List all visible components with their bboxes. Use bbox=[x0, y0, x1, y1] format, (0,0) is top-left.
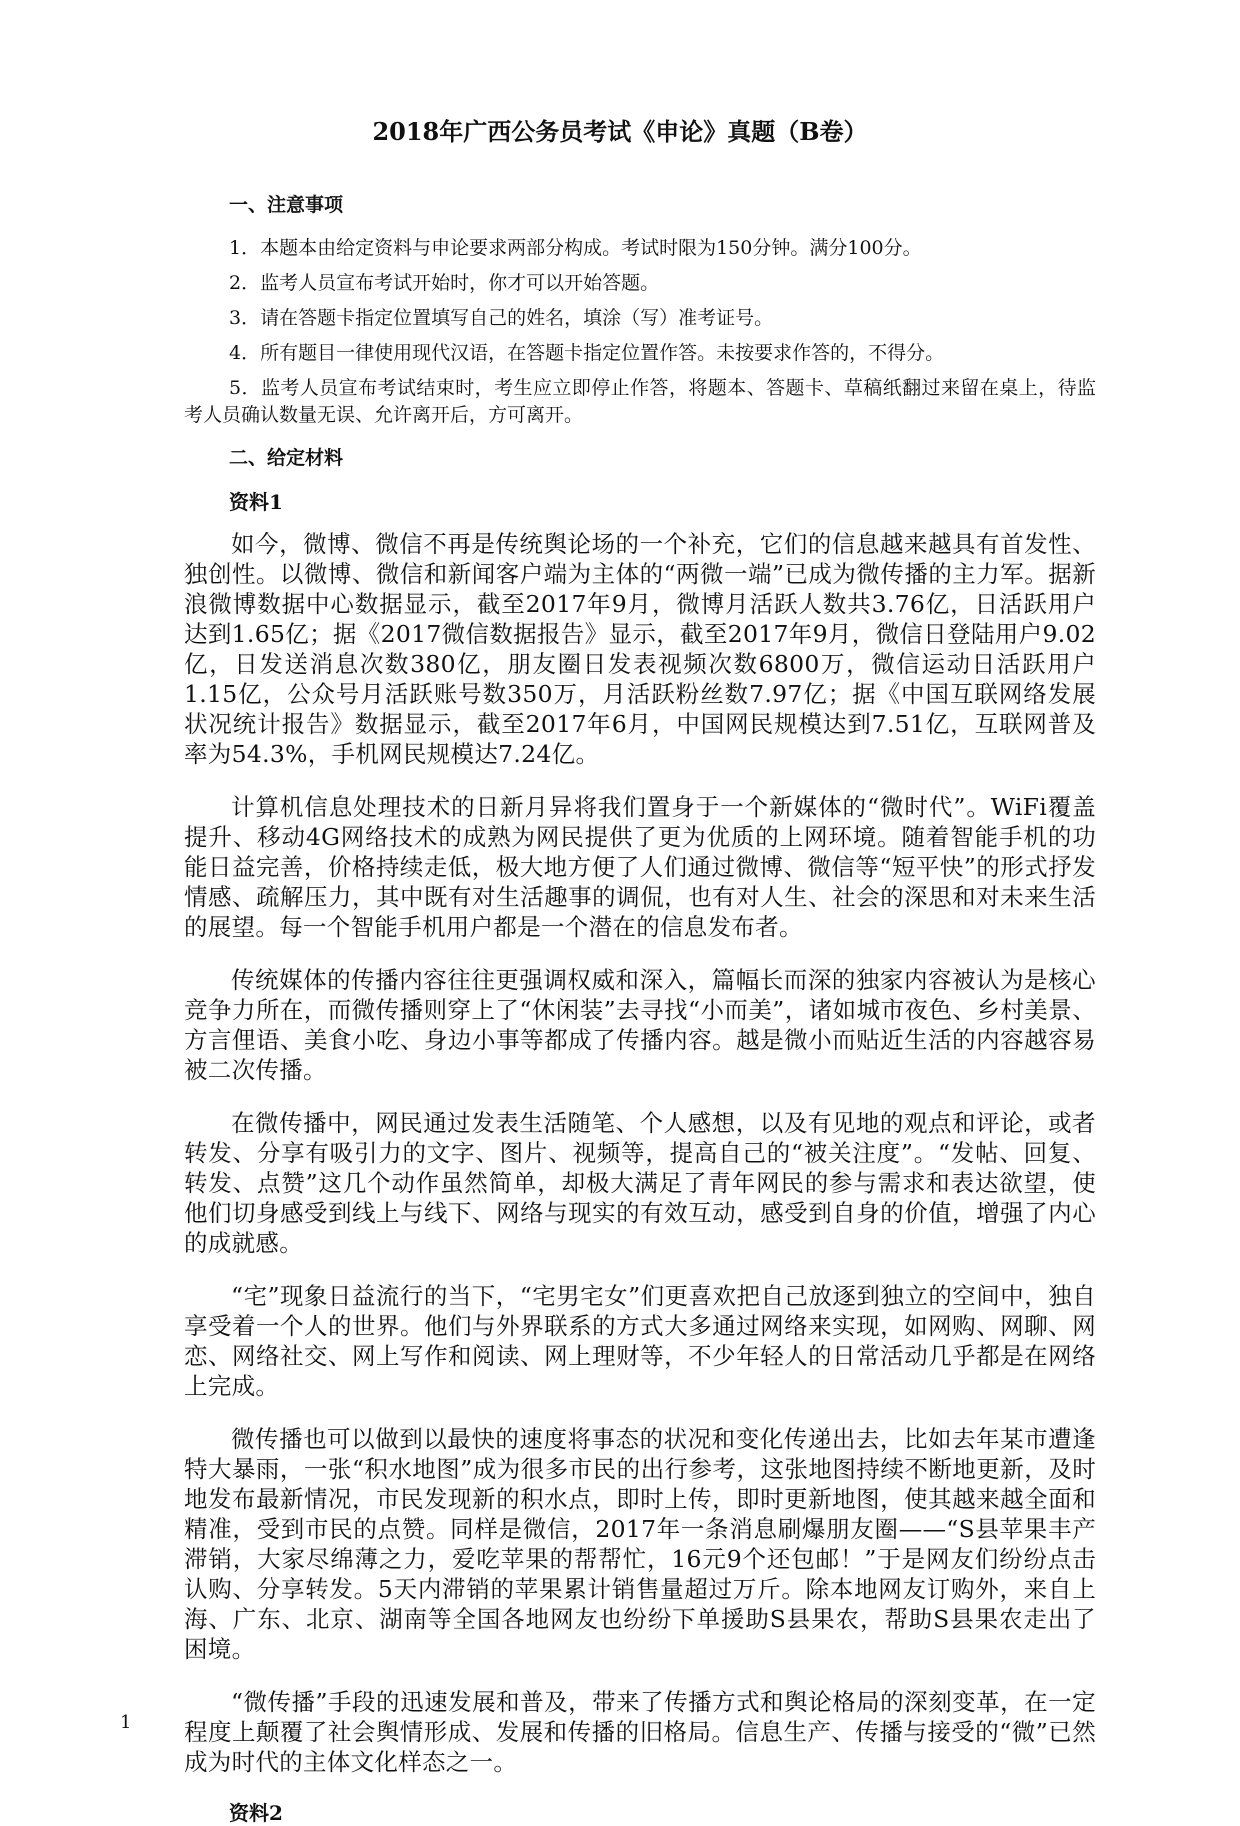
page-number: 1 bbox=[120, 1712, 132, 1733]
material-1-label: 资料1 bbox=[229, 490, 283, 514]
material-2-label: 资料2 bbox=[229, 1801, 283, 1825]
note-item: 1．本题本由给定资料与申论要求两部分构成。考试时限为150分钟。满分100分。 bbox=[229, 237, 922, 259]
paragraph: 在微传播中，网民通过发表生活随笔、个人感想，以及有见地的观点和评论，或者转发、分享有吸引力的文字、图片、视频等，提高自己的“被关注度”。“发帖、回复、转发、点赞”这几个动作虽然简单，却极大满足了青年网民的参与需求和表达欲望，使他们切身感受到线上与线下、网络与现实的有效互动，感受到自身的价值，增强了内心的成就感。 bbox=[184, 1109, 1096, 1257]
paragraph: “宅”现象日益流行的当下，“宅男宅女”们更喜欢把自己放逐到独立的空间中，独自享受着一个人的世界。他们与外界联系的方式大多通过网络来实现，如网购、网聊、网恋、网络社交、网上写作和阅读、网上理财等，不少年轻人的日常活动几乎都是在网络上完成。 bbox=[184, 1282, 1096, 1400]
paragraph: 如今，微博、微信不再是传统舆论场的一个补充，它们的信息越来越具有首发性、独创性。以微博、微信和新闻客户端为主体的“两微一端”已成为微传播的主力军。据新浪微博数据中心数据显示，截至2017年9月，微博月活跃人数共3.76亿，日活跃用户达到1.65亿；据《2017微信数据报告》显示，截至2017年9月，微信日登陆用户9.02亿，日发送消息次数380亿，朋友圈日发表视频次数6800万，微信运动日活跃用户1.15亿，公众号月活跃账号数350万，月活跃粉丝数7.97亿；据《中国互联网络发展状况统计报告》数据显示，截至2017年6月，中国网民规模达到7.51亿，互联网普及率为54.3%，手机网民规模达7.24亿。 bbox=[184, 530, 1096, 768]
paragraph: 传统媒体的传播内容往往更强调权威和深入，篇幅长而深的独家内容被认为是核心竞争力所在，而微传播则穿上了“休闲装”去寻找“小而美”，诸如城市夜色、乡村美景、方言俚语、美食小吃、身边小事等都成了传播内容。越是微小而贴近生活的内容越容易被二次传播。 bbox=[184, 966, 1096, 1084]
note-item: 5．监考人员宣布考试结束时，考生应立即停止作答，将题本、答题卡、草稿纸翻过来留在桌上，待监考人员确认数量无误、允许离开后，方可离开。 bbox=[184, 377, 1096, 426]
paragraph: “微传播”手段的迅速发展和普及，带来了传播方式和舆论格局的深刻变革，在一定程度上颠覆了社会舆情形成、发展和传播的旧格局。信息生产、传播与接受的“微”已然成为时代的主体文化样态之一。 bbox=[184, 1688, 1096, 1776]
paragraph: 微传播也可以做到以最快的速度将事态的状况和变化传递出去，比如去年某市遭逢特大暴雨，一张“积水地图”成为很多市民的出行参考，这张地图持续不断地更新，及时地发布最新情况，市民发现新的积水点，即时上传，即时更新地图，使其越来越全面和精准，受到市民的点赞。同样是微信，2017年一条消息刷爆朋友圈——“S县苹果丰产滞销，大家尽绵薄之力，爱吃苹果的帮帮忙，16元9个还包邮！”于是网友们纷纷点击认购、分享转发。5天内滞销的苹果累计销售量超过万斤。除本地网友订购外，来自上海、广东、北京、湖南等全国各地网友也纷纷下单援助S县果农，帮助S县果农走出了困境。 bbox=[184, 1425, 1096, 1663]
note-item: 2．监考人员宣布考试开始时，你才可以开始答题。 bbox=[229, 272, 660, 294]
note-item: 3．请在答题卡指定位置填写自己的姓名，填涂（写）准考证号。 bbox=[229, 307, 774, 329]
document-title: 2018年广西公务员考试《申论》真题（B卷） bbox=[372, 117, 868, 146]
paragraph: 计算机信息处理技术的日新月异将我们置身于一个新媒体的“微时代”。WiFi覆盖提升、移动4G网络技术的成熟为网民提供了更为优质的上网环境。随着智能手机的功能日益完善，价格持续走低，极大地方便了人们通过微博、微信等“短平快”的形式抒发情感、疏解压力，其中既有对生活趣事的调侃，也有对人生、社会的深思和对未来生活的展望。每一个智能手机用户都是一个潜在的信息发布者。 bbox=[184, 793, 1096, 941]
document-body bbox=[184, 190, 1096, 1826]
section-heading-notes: 一、注意事项 bbox=[229, 194, 344, 216]
note-item: 4．所有题目一律使用现代汉语，在答题卡指定位置作答。未按要求作答的，不得分。 bbox=[229, 342, 945, 364]
section-heading-materials: 二、给定材料 bbox=[229, 447, 344, 469]
